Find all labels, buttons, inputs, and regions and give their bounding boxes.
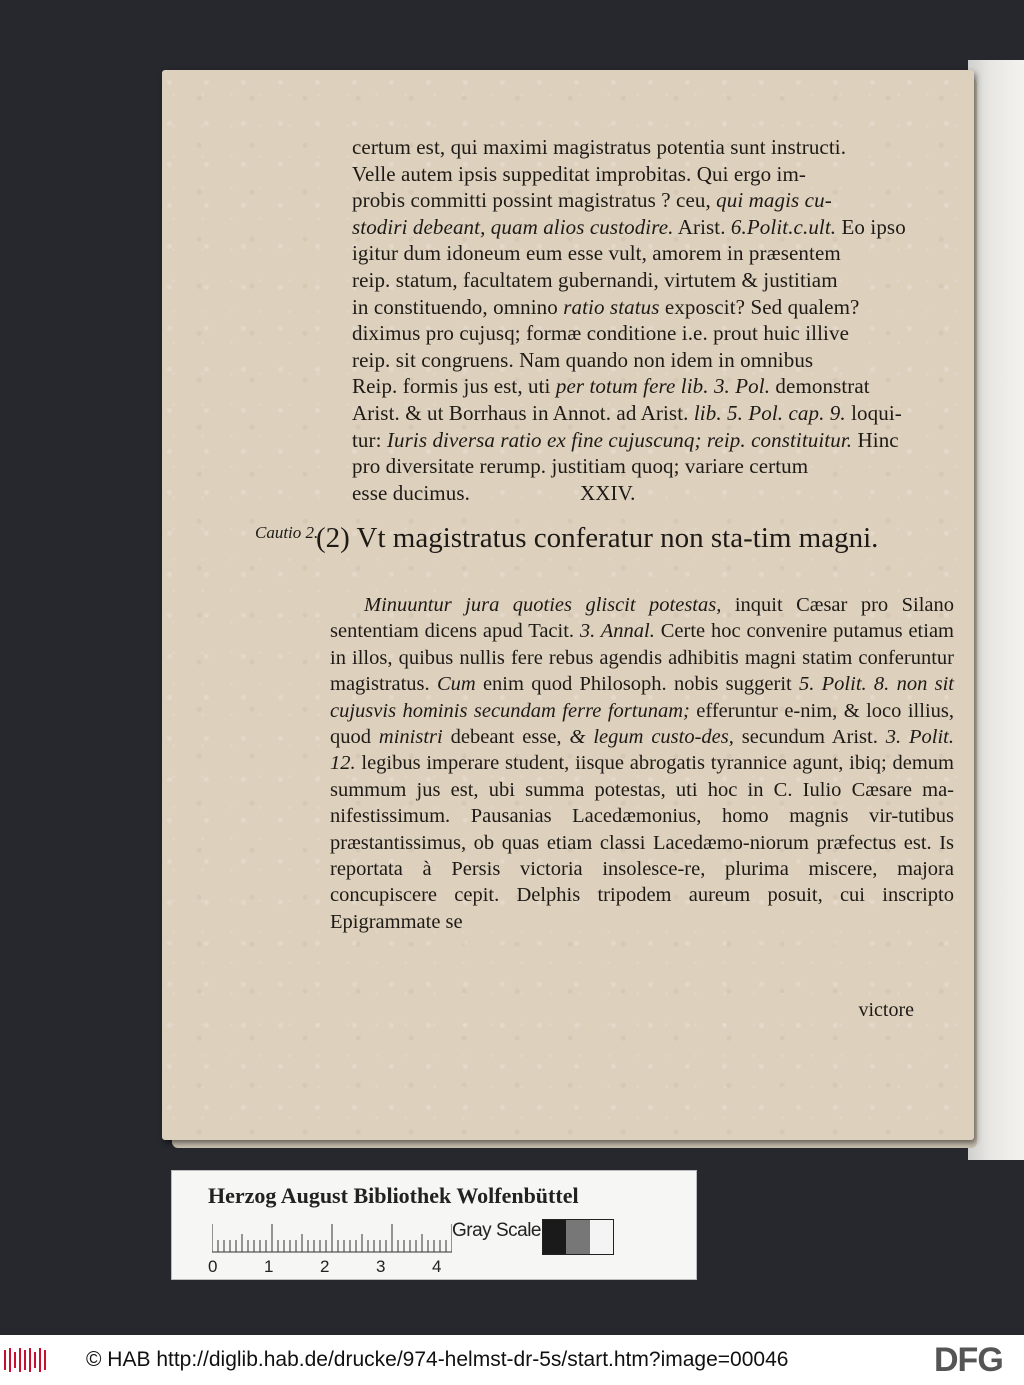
ruler-number: 4: [432, 1257, 442, 1276]
text-line: tur: Iuris diversa ratio ex fine cujuscunq; reip. constituitur. Hinc: [352, 427, 899, 452]
text-line: certum est, qui maximi magistratus potentia sunt instructi.: [352, 135, 847, 159]
gray-swatch-mid: [566, 1220, 589, 1254]
text-line: igitur dum idoneum eum esse vult, amorem in præsentem: [352, 241, 841, 266]
ruler-numbers: [208, 1257, 468, 1277]
dfg-logo: DFG: [934, 1341, 1003, 1379]
catchword: victore: [858, 999, 914, 1021]
body-text-bottom: [330, 592, 954, 935]
ruler-number: 3: [376, 1257, 386, 1276]
book-page: [162, 70, 974, 1140]
footer-bar: [0, 1335, 1024, 1385]
ruler-number: 0: [208, 1257, 218, 1276]
gray-swatch-dark: [543, 1220, 566, 1254]
ruler-number: 2: [320, 1257, 330, 1276]
body-text-top: [352, 134, 952, 506]
margin-note: Cautio 2.: [255, 523, 319, 542]
library-name: Herzog August Bibliothek Wolfenbüttel: [208, 1183, 579, 1208]
gray-scale-swatches: [542, 1219, 614, 1255]
copyright-url[interactable]: © HAB http://diglib.hab.de/drucke/974-helmst-dr-5s/start.htm?image=00046: [86, 1348, 789, 1371]
text-line: diximus pro cujusq; formæ conditione i.e. prout huic illive: [352, 321, 850, 346]
section-heading: (2) Vt magistratus conferatur non sta-tim magni.: [316, 522, 879, 554]
paragraph: Minuuntur jura quoties gliscit potestas, inquit Cæsar pro Silano sententiam dicens apud Tacit. 3. Annal. Certe hoc convenire putamus etiam in illos, quibus nullis fere rebus agendis adhibitis magni statim conferuntur magistratus. Cum enim quod Philosoph. nobis suggerit 5. Polit. 8. non sit cujusvis hominis secundam ferre fortunam; efferuntur e-nim, & loco illius, quod ministri debeant esse, & legum custo-des, secundum Arist. 3. Polit. 12. legibus imperare student, iisque abrogatis tyrannice agunt, ibiq; demum summum jus est, ubi summa potestas, uti hoc in C. Iulio Cæsare ma-nifestissimum. Pausanias Lacedæmonius, homo magnis vir-tutibus præstantissimus, ob quas etiam classi Lacedæmo-niorum præfectus est. Is reportata à Persis victoria insolesce-re, plurima miscere, majora concupiscere cepit. Delphis tripodem aureum posuit, cui inscripto Epigrammate se: [330, 594, 955, 933]
text-line: probis committi possint magistratus ? ceu, qui magis cu-: [352, 188, 832, 213]
text-line: pro diversitate rerump. justitiam quoq; variare certum: [352, 454, 809, 479]
ruler-scale: [212, 1223, 452, 1253]
text-line: Velle autem ipsis suppeditat improbitas. Qui ergo im-: [352, 161, 807, 186]
text-line: esse ducimus. XXIV.: [352, 480, 636, 505]
text-line: reip. statum, facultatem gubernandi, virtutem & justitiam: [352, 267, 838, 292]
text-line: Reip. formis jus est, uti per totum fere lib. 3. Pol. demonstrat: [352, 374, 870, 399]
text-line: reip. sit congruens. Nam quando non idem in omnibus: [352, 347, 814, 372]
gray-scale-label: Gray Scale: [452, 1220, 541, 1241]
text-line: stodiri debeant, quam alios custodire. Arist. 6.Polit.c.ult. Eo ipso: [352, 214, 906, 239]
gray-swatch-light: [590, 1220, 613, 1254]
text-line: Arist. & ut Borrhaus in Annot. ad Arist. lib. 5. Pol. cap. 9. loqui-: [352, 400, 902, 425]
ruler-number: 1: [264, 1257, 274, 1276]
text-line: in constituendo, omnino ratio status exposcit? Sed qualem?: [352, 294, 860, 319]
calibration-card: [171, 1170, 697, 1280]
barcode-logo-icon: [4, 1346, 48, 1374]
section-number: XXIV.: [579, 480, 636, 505]
